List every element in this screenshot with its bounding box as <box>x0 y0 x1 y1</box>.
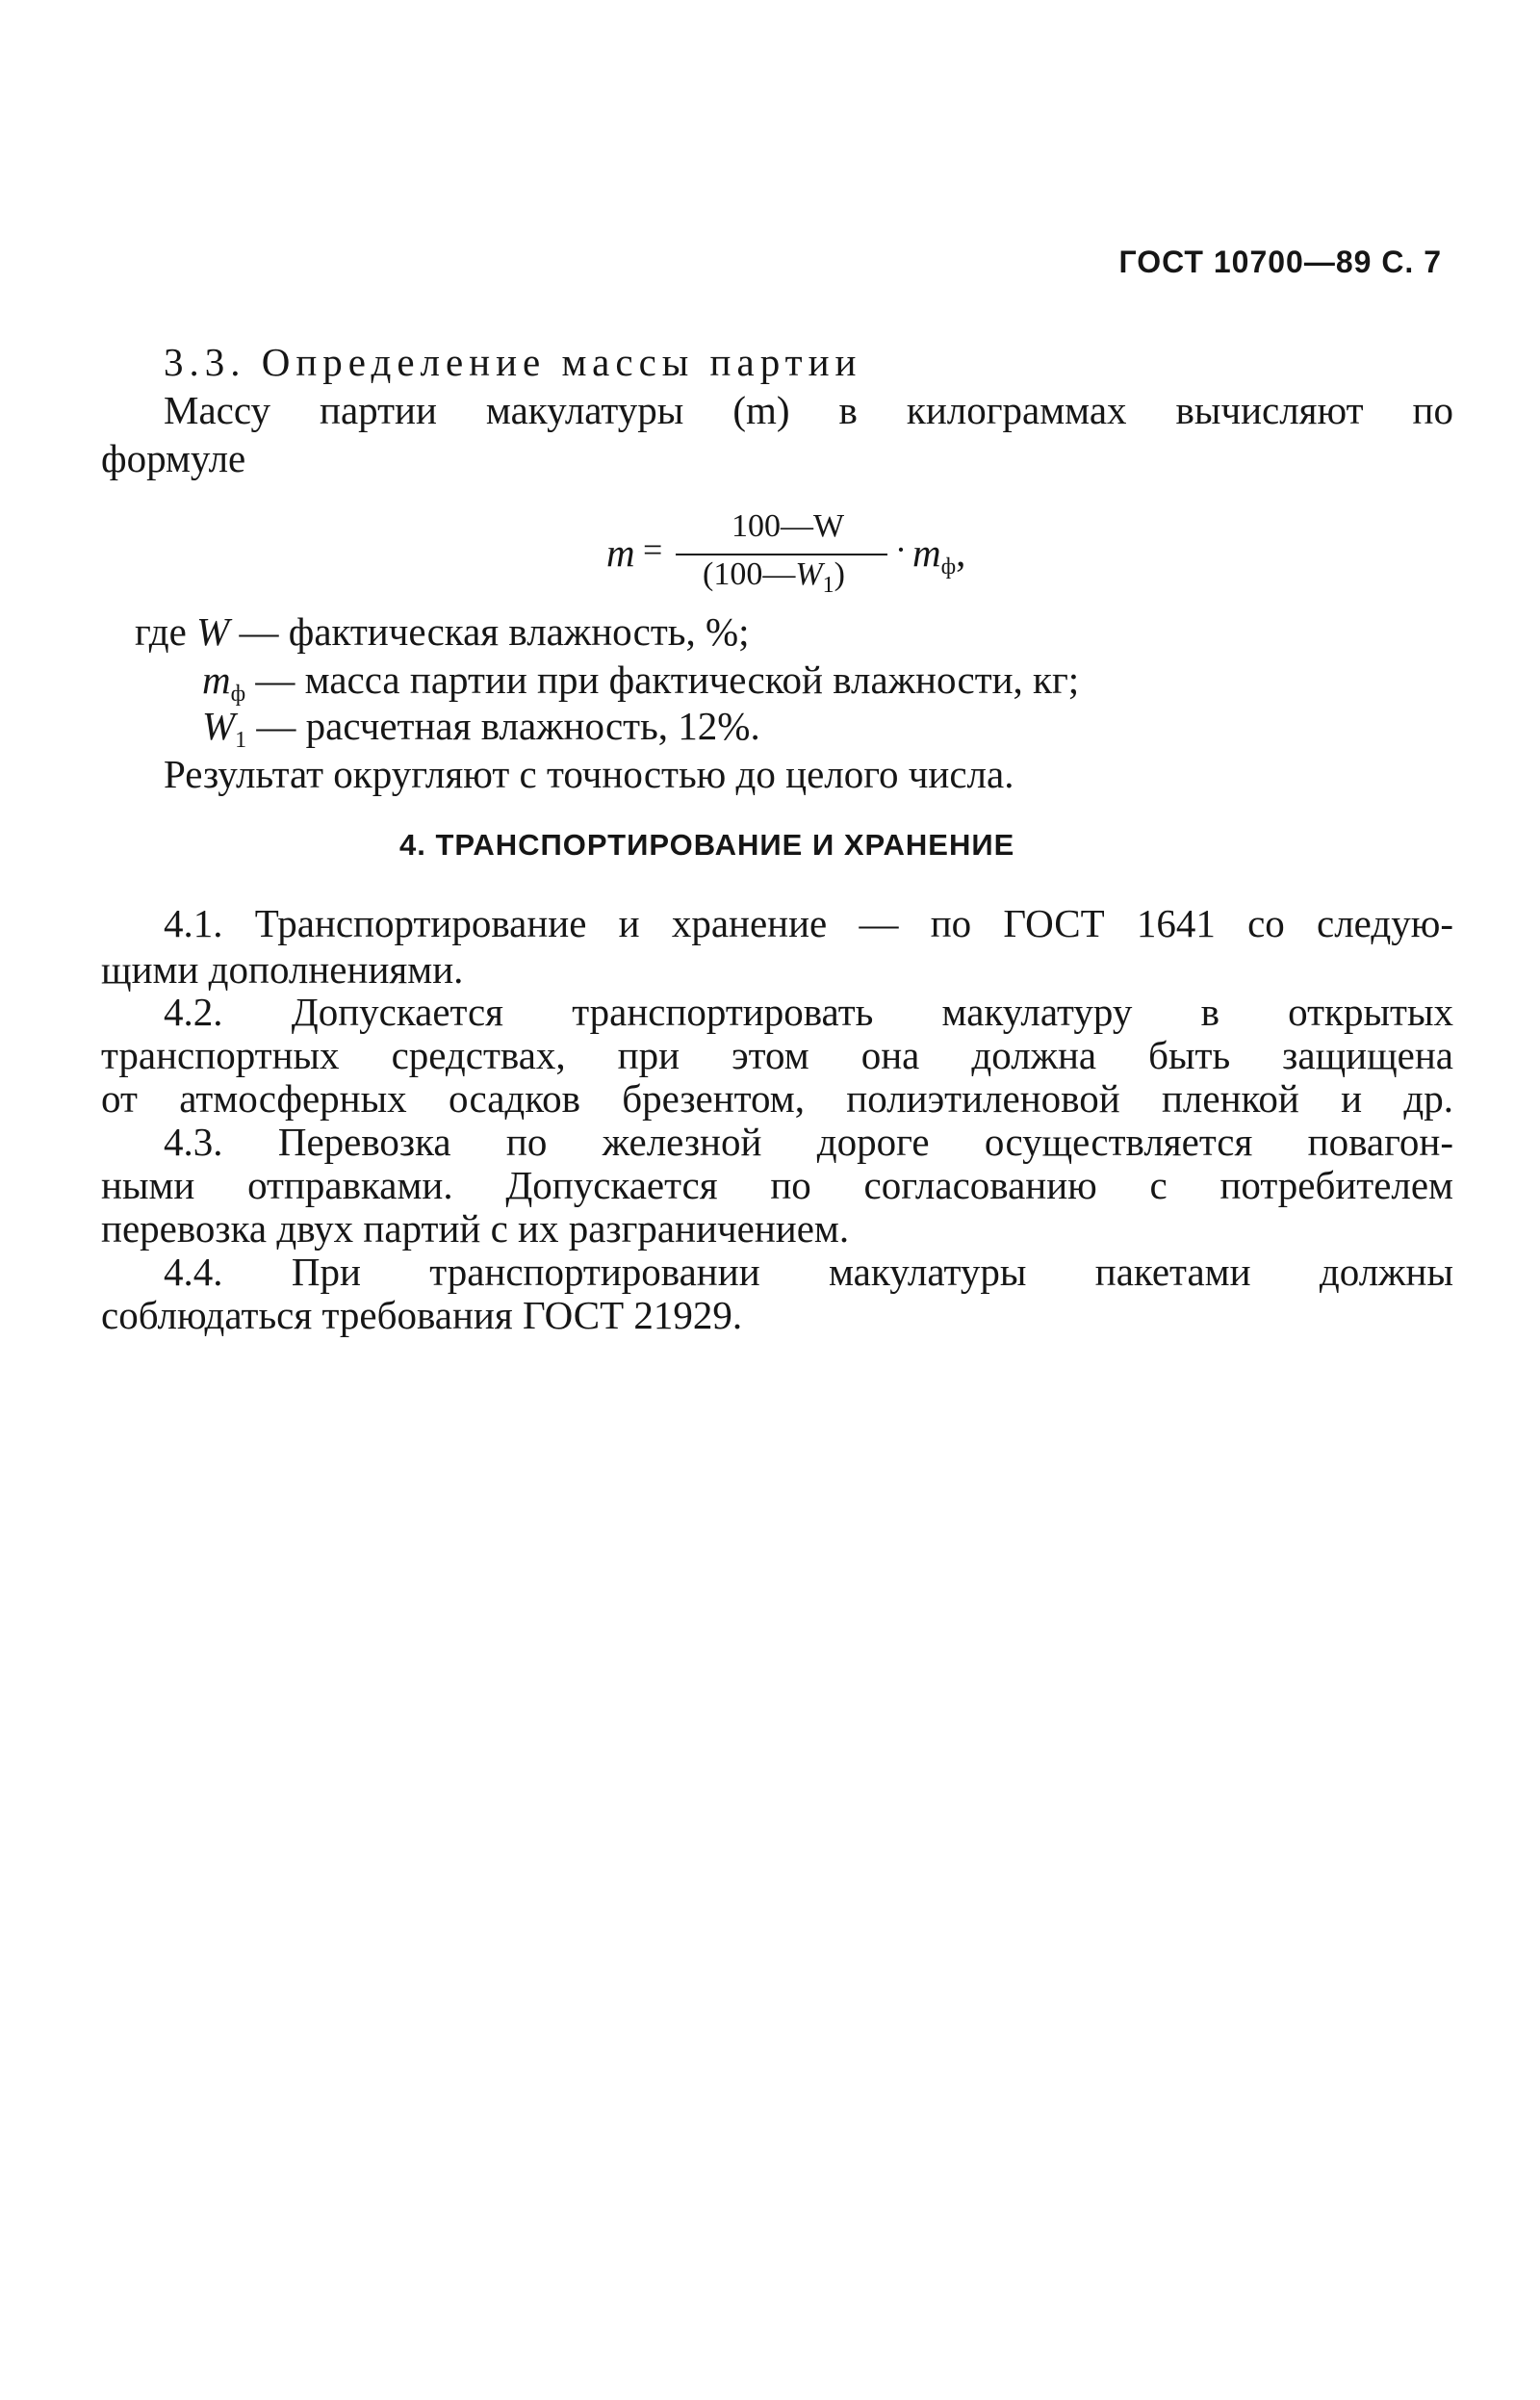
formula-rhs: $m_ф$, <box>912 530 966 580</box>
page-header-doc-ref: ГОСТ 10700—89 С. 7 <box>1118 245 1442 279</box>
section-4-heading: 4. ТРАНСПОРТИРОВАНИЕ И ХРАНЕНИЕ <box>399 828 1015 862</box>
formula-multiply-dot: · <box>895 530 907 569</box>
para-4-3-line-2: ными отправками. Допускается по согласованию с потребителем <box>101 1163 1453 1207</box>
mass-formula <box>606 508 991 598</box>
para-4-4-line-2: соблюдаться требования ГОСТ 21929. <box>101 1293 743 1337</box>
formula-denominator: $(100—W_1)$ <box>703 556 845 598</box>
formula-lhs: m <box>606 530 635 575</box>
section-3-3-paragraph-line-2: формуле <box>101 436 246 480</box>
para-4-3-line-1: 4.3. Перевозка по железной дороге осуществляется повагон- <box>164 1120 1453 1164</box>
para-4-2-line-2: транспортных средствах, при этом она должна быть защищена <box>101 1033 1453 1077</box>
formula-fraction-bar <box>676 554 887 555</box>
para-4-1-line-2: щими дополнениями. <box>101 947 464 992</box>
para-4-1-line-1: 4.1. Транспортирование и хранение — по ГОСТ 1641 со следую- <box>164 901 1453 945</box>
formula-equals: = <box>643 530 663 569</box>
rounding-note: Результат округляют с точностью до целого числа. <box>164 752 1014 796</box>
para-4-4-line-1: 4.4. При транспортировании макулатуры пакетами должны <box>164 1250 1453 1294</box>
where-mf-line: $m_ф$ — масса партии при фактической влажности, кг; <box>202 658 1080 707</box>
para-4-2-line-3: от атмосферных осадков брезентом, полиэтиленовой пленкой и др. <box>101 1076 1453 1121</box>
where-w-line: где W — фактическая влажность, %; <box>135 609 750 654</box>
para-4-3-line-3: перевозка двух партий с их разграничением. <box>101 1206 850 1251</box>
where-w1-line: $W_1$ — расчетная влажность, 12%. <box>202 704 760 753</box>
section-3-3-title: 3.3. Определение массы партии <box>164 340 862 384</box>
section-3-3-paragraph-line-1: Массу партии макулатуры (m) в килограммах вычисляют по <box>164 388 1453 432</box>
formula-numerator: 100—W <box>732 508 845 544</box>
para-4-2-line-1: 4.2. Допускается транспортировать макулатуру в открытых <box>164 990 1453 1034</box>
